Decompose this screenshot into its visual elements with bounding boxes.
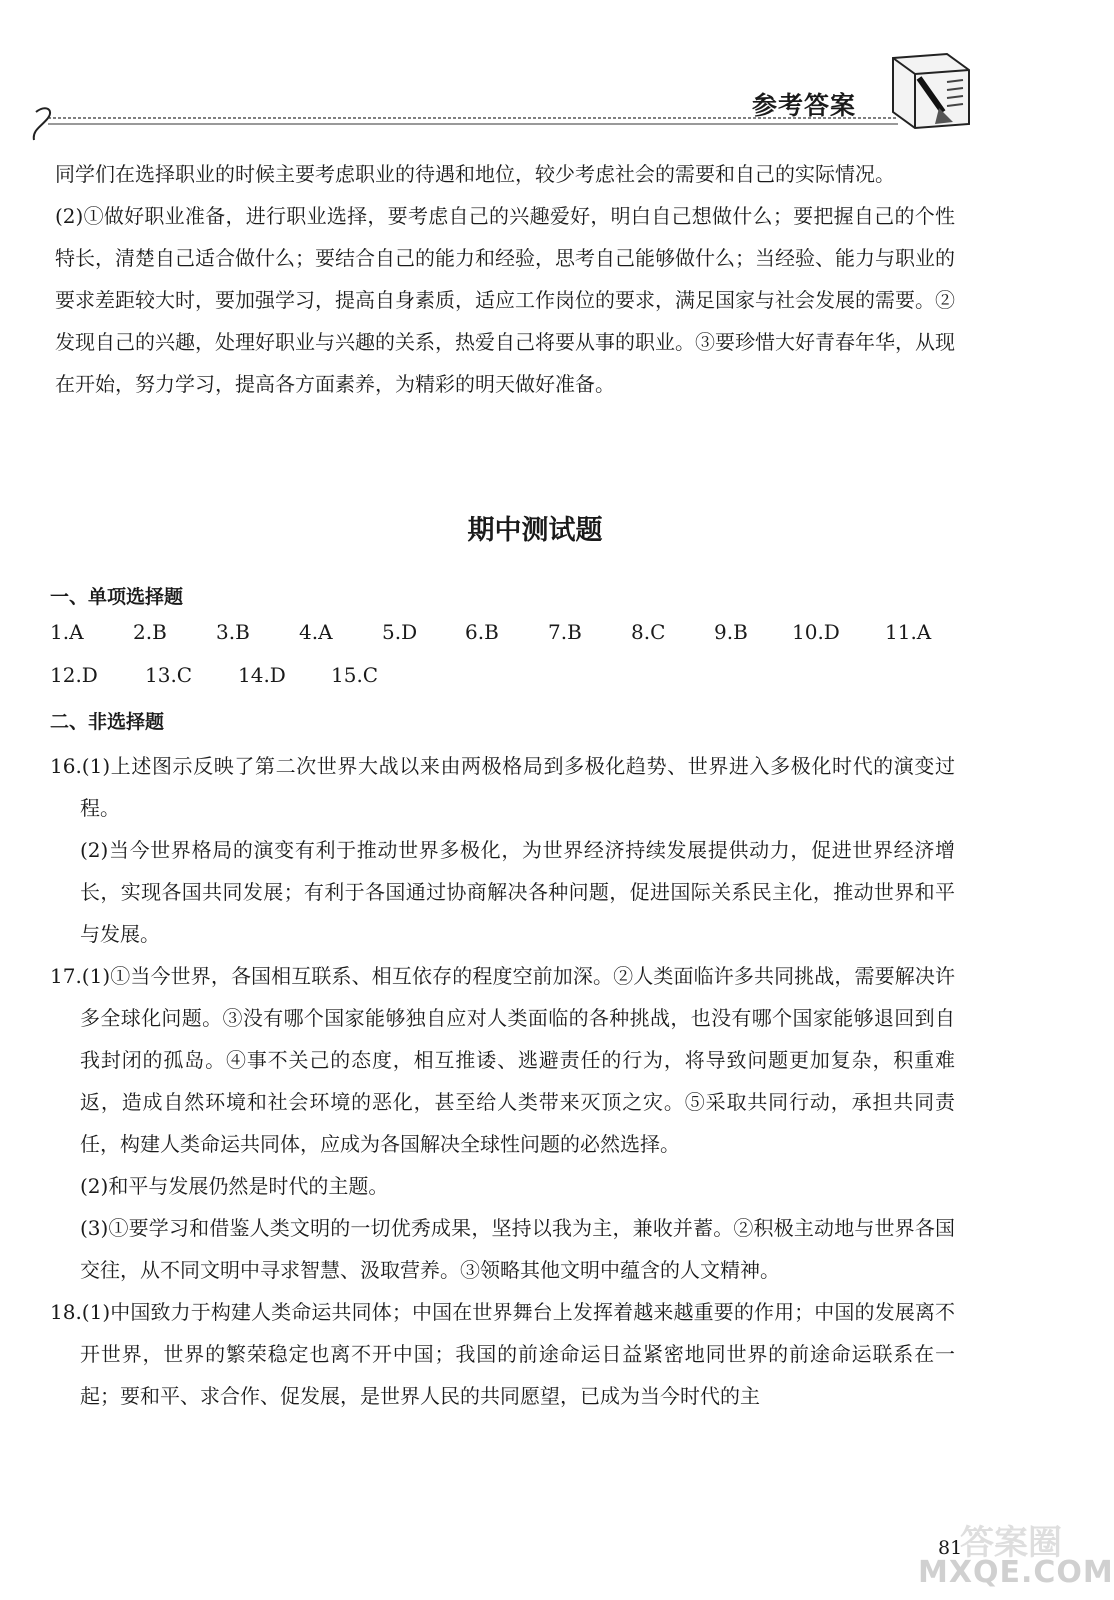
non-choice-answers bbox=[50, 745, 955, 1417]
answer-item: 12.D bbox=[50, 663, 98, 687]
answer-item: 13.C bbox=[145, 663, 193, 687]
answer-item: 3.B bbox=[216, 620, 250, 644]
page-header bbox=[0, 0, 1070, 150]
answer-item: 2.B bbox=[133, 620, 167, 644]
book-icon bbox=[885, 52, 975, 132]
answer-item: 10.D bbox=[792, 620, 840, 644]
header-title: 参考答案 bbox=[752, 91, 857, 120]
multiple-choice-answers bbox=[50, 620, 970, 700]
multiple-choice-heading: 一、单项选择题 bbox=[50, 586, 184, 608]
answer-item: 1.A bbox=[50, 620, 84, 644]
watermark-logo: 答案圈 bbox=[960, 1523, 1062, 1563]
answer-item: 5.D bbox=[382, 620, 418, 644]
intro-answer bbox=[55, 153, 955, 405]
answer-paragraph: (2)和平与发展仍然是时代的主题。 bbox=[80, 1174, 389, 1198]
intro-paragraph: (2)①做好职业准备，进行职业选择，要考虑自己的兴趣爱好，明白自己想做什么；要把握自己的个性特长，清楚自己适合做什么；要结合自己的能力和经验，思考自己能够做什么；当经验、能力与职业的要求差距较大时，要加强学习，提高自身素质，适应工作岗位的要求，满足国家与社会发展的需要。②发现自己的兴趣，处理好职业与兴趣的关系，热爱自己将要从事的职业。③要珍惜大好青春年华，从现在开始，努力学习，提高各方面素养，为精彩的明天做好准备。 bbox=[55, 204, 955, 396]
answer-item: 14.D bbox=[238, 663, 286, 687]
answer-item: 9.B bbox=[714, 620, 748, 644]
answer-item: 7.B bbox=[548, 620, 582, 644]
intro-paragraph: 同学们在选择职业的时候主要考虑职业的待遇和地位，较少考虑社会的需要和自己的实际情况。 bbox=[55, 162, 895, 186]
answer-paragraph: 17.(1)①当今世界，各国相互联系、相互依存的程度空前加深。②人类面临许多共同挑战，需要解决许多全球化问题。③没有哪个国家能够独自应对人类面临的各种挑战，也没有哪个国家能够退回到自我封闭的孤岛。④事不关己的态度，相互推诿、逃避责任的行为，将导致问题更加复杂，积重难返，造成自然环境和社会环境的恶化，甚至给人类带来灭顶之灾。⑤采取共同行动，承担共同责任，构建人类命运共同体，应成为各国解决全球性问题的必然选择。 bbox=[50, 964, 955, 1156]
answer-item: 15.C bbox=[331, 663, 379, 687]
answer-item: 11.A bbox=[885, 620, 932, 644]
answer-paragraph: 18.(1)中国致力于构建人类命运共同体；中国在世界舞台上发挥着越来越重要的作用；中国的发展离不开世界，世界的繁荣稳定也离不开中国；我国的前途命运日益紧密地同世界的前途命运联系在一起；要和平、求合作、促发展，是世界人民的共同愿望，已成为当今时代的主 bbox=[50, 1300, 955, 1408]
page-number: 81 bbox=[938, 1537, 963, 1559]
watermark-text: MXQE.COM bbox=[918, 1555, 1114, 1590]
answer-paragraph: 16.(1)上述图示反映了第二次世界大战以来由两极格局到多极化趋势、世界进入多极化时代的演变过程。 bbox=[50, 754, 955, 820]
answer-item: 4.A bbox=[299, 620, 333, 644]
answer-paragraph: (2)当今世界格局的演变有利于推动世界多极化，为世界经济持续发展提供动力，促进世界经济增长，实现各国共同发展；有利于各国通过协商解决各种问题，促进国际关系民主化，推动世界和平与发展。 bbox=[80, 838, 955, 946]
answer-item: 6.B bbox=[465, 620, 499, 644]
section-title: 期中测试题 bbox=[467, 515, 603, 546]
answer-paragraph: (3)①要学习和借鉴人类文明的一切优秀成果，坚持以我为主，兼收并蓄。②积极主动地与世界各国交往，从不同文明中寻求智慧、汲取营养。③领略其他文明中蕴含的人文精神。 bbox=[80, 1216, 955, 1282]
answer-item: 8.C bbox=[631, 620, 666, 644]
non-choice-heading: 二、非选择题 bbox=[50, 711, 165, 733]
